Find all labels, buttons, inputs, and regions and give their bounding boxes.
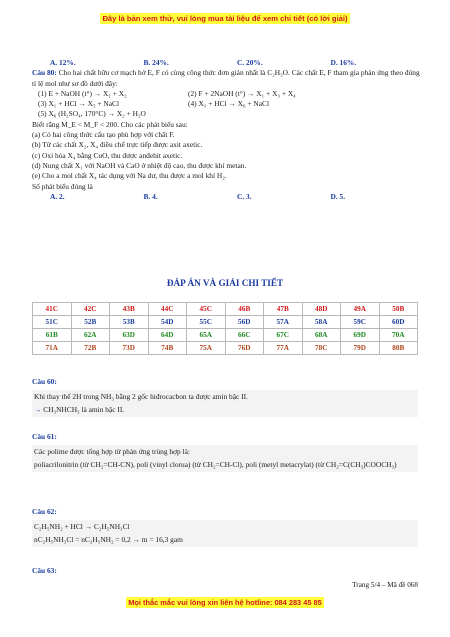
answer-cell: 67C xyxy=(264,329,303,342)
equation-1: (1) E + NaOH (t°) → X₁ + X₂ xyxy=(38,88,127,98)
solution-box xyxy=(32,520,418,547)
answer-cell: 44C xyxy=(148,303,187,316)
q80-text xyxy=(32,68,424,89)
statement-c: (c) Oxi hóa X₄ bằng CuO, thu được anđehit axetic. xyxy=(32,150,183,160)
solution-60 xyxy=(32,377,418,417)
solution-text: CH₃NHCH₃ là amin bậc II. xyxy=(43,405,125,414)
option-c: C. 20%. xyxy=(237,58,263,67)
option-b: B. 24%. xyxy=(143,58,169,67)
solution-61 xyxy=(32,432,418,472)
answer-cell: 56D xyxy=(225,316,264,329)
answer-cell: 48D xyxy=(302,303,341,316)
solution-line: poliacrilonitrin (từ CH₂=CH-CN), poli (vinyl clorua) (từ CH₂=CH-Cl), poli (metyl metacrylat) (từ CH₂=C(CH₃)COOCH₃) xyxy=(34,460,397,469)
statement-e: (e) Cho a mol chất X₄ tác dụng với Na dư, thu được a mol khí H₂. xyxy=(32,171,227,181)
equation-5: (5) X₆ (H₂SO₄, 170°C) → X₂ + H₂O xyxy=(38,109,146,119)
answer-cell: 60D xyxy=(379,316,418,329)
answer-cell: 58A xyxy=(302,316,341,329)
preview-banner-text: Đây là bản xem thử, vui lòng mua tài liệu để xem chi tiết (có lời giải) xyxy=(102,14,348,23)
answer-row xyxy=(33,342,418,355)
answer-cell: 46B xyxy=(225,303,264,316)
q80-body: Cho hai chất hữu cơ mạch hở E, F có cùng công thức đơn giản nhất là C₂H₃O. Các chất E, F tham gia phản ứng theo đúng tỉ lệ mol như sơ đồ dưới đây: xyxy=(32,68,420,88)
answer-cell: 71A xyxy=(33,342,72,355)
solution-line xyxy=(34,405,416,415)
equation-row xyxy=(32,99,424,109)
answer-cell: 74B xyxy=(148,342,187,355)
answer-cell: 50B xyxy=(379,303,418,316)
answer-cell: 54D xyxy=(148,316,187,329)
answer-cell: 64D xyxy=(148,329,187,342)
answer-cell: 79D xyxy=(341,342,380,355)
answer-cell: 51C xyxy=(33,316,72,329)
answers-title: ĐÁP ÁN VÀ GIẢI CHI TIẾT xyxy=(166,278,284,288)
statement-b: (b) Từ các chất X₂, X₄ điều chế trực tiếp được axit axetic. xyxy=(32,140,203,150)
answer-cell: 43B xyxy=(110,303,149,316)
solution-box xyxy=(32,390,418,417)
equation-row xyxy=(32,89,424,99)
answer-cell: 47B xyxy=(264,303,303,316)
q80-options xyxy=(32,192,424,202)
answer-row xyxy=(33,329,418,342)
solution-label: Câu 61: xyxy=(32,432,57,441)
arrow-icon: → xyxy=(34,405,42,414)
answer-row xyxy=(33,316,418,329)
question-block xyxy=(32,58,424,202)
answer-cell: 68A xyxy=(302,329,341,342)
answer-cell: 62A xyxy=(71,329,110,342)
statement-a: (a) Có hai công thức cấu tạo phù hợp với chất F. xyxy=(32,130,175,140)
answer-cell: 73D xyxy=(110,342,149,355)
option-d: D. 5. xyxy=(330,191,346,201)
answer-cell: 55C xyxy=(187,316,226,329)
solution-line: Các polime được tổng hợp từ phản ứng trùng hợp là: xyxy=(34,447,190,456)
statement-d: (d) Nung chất X₁ với NaOH và CaO ở nhiệt độ cao, thu được khí metan. xyxy=(32,160,247,170)
option-c: C. 3. xyxy=(237,191,252,201)
answer-cell: 76D xyxy=(225,342,264,355)
answer-table xyxy=(32,302,418,355)
solution-62 xyxy=(32,507,418,547)
option-d: D. 16%. xyxy=(330,58,357,67)
answer-cell: 69D xyxy=(341,329,380,342)
hotline-banner xyxy=(0,592,450,610)
answer-cell: 59C xyxy=(341,316,380,329)
answer-row xyxy=(33,303,418,316)
q80-ask: Số phát biểu đúng là xyxy=(32,181,93,191)
answer-cell: 53B xyxy=(110,316,149,329)
option-b: B. 4. xyxy=(143,191,158,201)
answer-cell: 66C xyxy=(225,329,264,342)
answer-cell: 77A xyxy=(264,342,303,355)
answer-cell: 42C xyxy=(71,303,110,316)
answer-cell: 52B xyxy=(71,316,110,329)
answer-cell: 80B xyxy=(379,342,418,355)
answer-cell: 65A xyxy=(187,329,226,342)
answer-cell: 78C xyxy=(302,342,341,355)
answer-cell: 41C xyxy=(33,303,72,316)
hotline-text: Mọi thắc mắc vui lòng xin liên hệ hotline: 084 283 45 85 xyxy=(128,598,322,607)
q79-options xyxy=(32,58,424,68)
answer-cell: 70A xyxy=(379,329,418,342)
q80-label: Câu 80: xyxy=(32,68,57,78)
page-number: Trang 5/4 – Mã đề 068 xyxy=(352,581,418,589)
answer-cell: 61B xyxy=(33,329,72,342)
answer-cell: 63D xyxy=(110,329,149,342)
solution-label: Câu 62: xyxy=(32,507,57,516)
answer-cell: 57A xyxy=(264,316,303,329)
option-a: A. 12%. xyxy=(50,58,76,67)
solution-box xyxy=(32,445,418,472)
answer-cell: 72B xyxy=(71,342,110,355)
answer-cell: 75A xyxy=(187,342,226,355)
solution-line: Khi thay thế 2H trong NH₃ bằng 2 gốc hiđrocacbon ta được amin bậc II. xyxy=(34,392,248,401)
solution-line: nC₂H₅NH₃Cl = nC₂H₅NH₂ = 0,2 → m = 16,3 gam xyxy=(34,535,183,544)
q80-given: Biết rằng M_E < M_F < 200. Cho các phát biểu sau: xyxy=(32,119,188,129)
solution-label: Câu 60: xyxy=(32,377,57,386)
solution-label: Câu 63: xyxy=(32,566,57,575)
equation-2: (2) F + 2NaOH (t°) → X₁ + X₃ + X₄ xyxy=(188,88,296,98)
preview-banner xyxy=(0,8,450,26)
answer-cell: 45C xyxy=(187,303,226,316)
equation-4: (4) X₃ + HCl → X₆ + NaCl xyxy=(188,99,270,109)
equation-3: (3) X₁ + HCl → X₅ + NaCl xyxy=(38,99,120,109)
solution-63 xyxy=(32,566,418,579)
solution-line: C₂H₅NH₂ + HCl → C₂H₅NH₃Cl xyxy=(34,522,130,531)
option-a: A. 2. xyxy=(50,191,65,201)
answer-cell: 49A xyxy=(341,303,380,316)
